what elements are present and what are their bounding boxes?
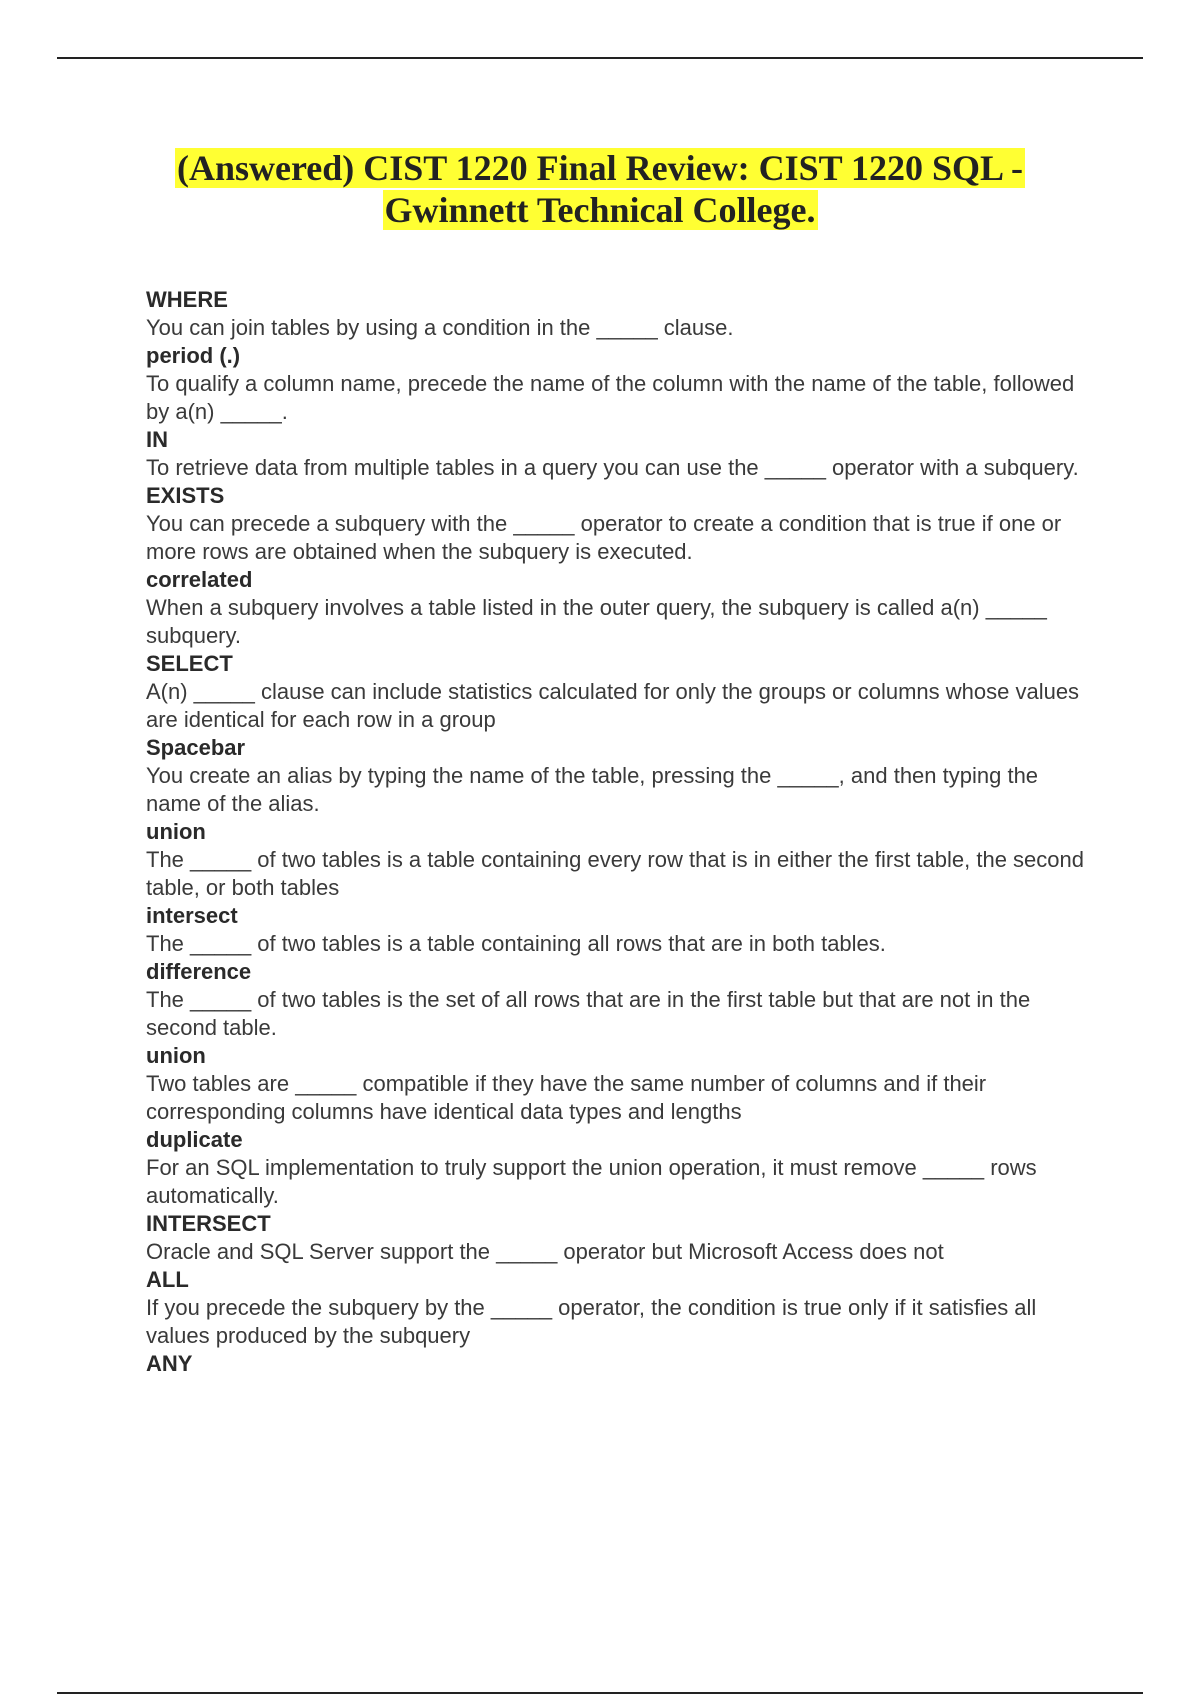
document-title bbox=[0, 147, 1200, 231]
question-text: To retrieve data from multiple tables in a query you can use the _____ operator with a subquery. bbox=[146, 455, 1079, 480]
question-text: Oracle and SQL Server support the _____ operator but Microsoft Access does not bbox=[146, 1239, 944, 1264]
question-text: A(n) _____ clause can include statistics calculated for only the groups or columns whose values are identical for each row in a group bbox=[146, 679, 1080, 732]
question-text: The _____ of two tables is a table containing every row that is in either the first table, the second table, or both tables bbox=[146, 847, 1084, 900]
question-text: To qualify a column name, precede the name of the column with the name of the table, followed by a(n) _____. bbox=[146, 371, 1075, 424]
question-text: If you precede the subquery by the _____ operator, the condition is true only if it satisfies all values produced by the subquery bbox=[146, 1295, 1037, 1348]
qa-item bbox=[146, 1126, 1086, 1210]
qa-item bbox=[146, 1210, 1086, 1266]
qa-item bbox=[146, 286, 1086, 342]
title-line-1: (Answered) CIST 1220 Final Review: CIST 1220 SQL - bbox=[176, 148, 1024, 188]
answer-term: correlated bbox=[146, 567, 253, 592]
qa-item bbox=[146, 482, 1086, 566]
title-line-2: Gwinnett Technical College. bbox=[384, 190, 816, 230]
qa-item bbox=[146, 958, 1086, 1042]
answer-term: union bbox=[146, 1043, 206, 1068]
answer-term: INTERSECT bbox=[146, 1211, 271, 1236]
question-text: When a subquery involves a table listed in the outer query, the subquery is called a(n) _____ subquery. bbox=[146, 595, 1047, 648]
qa-list bbox=[146, 286, 1086, 1378]
answer-term: EXISTS bbox=[146, 483, 225, 508]
qa-item bbox=[146, 1042, 1086, 1126]
qa-item bbox=[146, 650, 1086, 734]
question-text: For an SQL implementation to truly support the union operation, it must remove _____ rows automatically. bbox=[146, 1155, 1037, 1208]
top-divider bbox=[57, 57, 1143, 59]
answer-term: Spacebar bbox=[146, 735, 246, 760]
answer-term: union bbox=[146, 819, 206, 844]
answer-term: ANY bbox=[146, 1351, 193, 1376]
answer-term: difference bbox=[146, 959, 252, 984]
qa-item bbox=[146, 734, 1086, 818]
question-text: Two tables are _____ compatible if they have the same number of columns and if their corresponding columns have identical data types and lengths bbox=[146, 1071, 987, 1124]
question-text: You create an alias by typing the name of the table, pressing the _____, and then typing the name of the alias. bbox=[146, 763, 1039, 816]
question-text: You can precede a subquery with the _____ operator to create a condition that is true if one or more rows are obtained when the subquery is executed. bbox=[146, 511, 1062, 564]
answer-term: period (.) bbox=[146, 343, 241, 368]
qa-item bbox=[146, 818, 1086, 902]
answer-term: IN bbox=[146, 427, 168, 452]
bottom-divider bbox=[57, 1692, 1143, 1694]
answer-term: ALL bbox=[146, 1267, 189, 1292]
qa-item bbox=[146, 342, 1086, 426]
question-text: You can join tables by using a condition in the _____ clause. bbox=[146, 315, 734, 340]
qa-item bbox=[146, 902, 1086, 958]
answer-term: SELECT bbox=[146, 651, 233, 676]
qa-item bbox=[146, 1350, 1086, 1378]
question-text: The _____ of two tables is the set of all rows that are in the first table but that are not in the second table. bbox=[146, 987, 1031, 1040]
qa-item bbox=[146, 1266, 1086, 1350]
answer-term: intersect bbox=[146, 903, 238, 928]
qa-item bbox=[146, 426, 1086, 482]
question-text: The _____ of two tables is a table containing all rows that are in both tables. bbox=[146, 931, 886, 956]
answer-term: duplicate bbox=[146, 1127, 243, 1152]
answer-term: WHERE bbox=[146, 287, 228, 312]
qa-item bbox=[146, 566, 1086, 650]
